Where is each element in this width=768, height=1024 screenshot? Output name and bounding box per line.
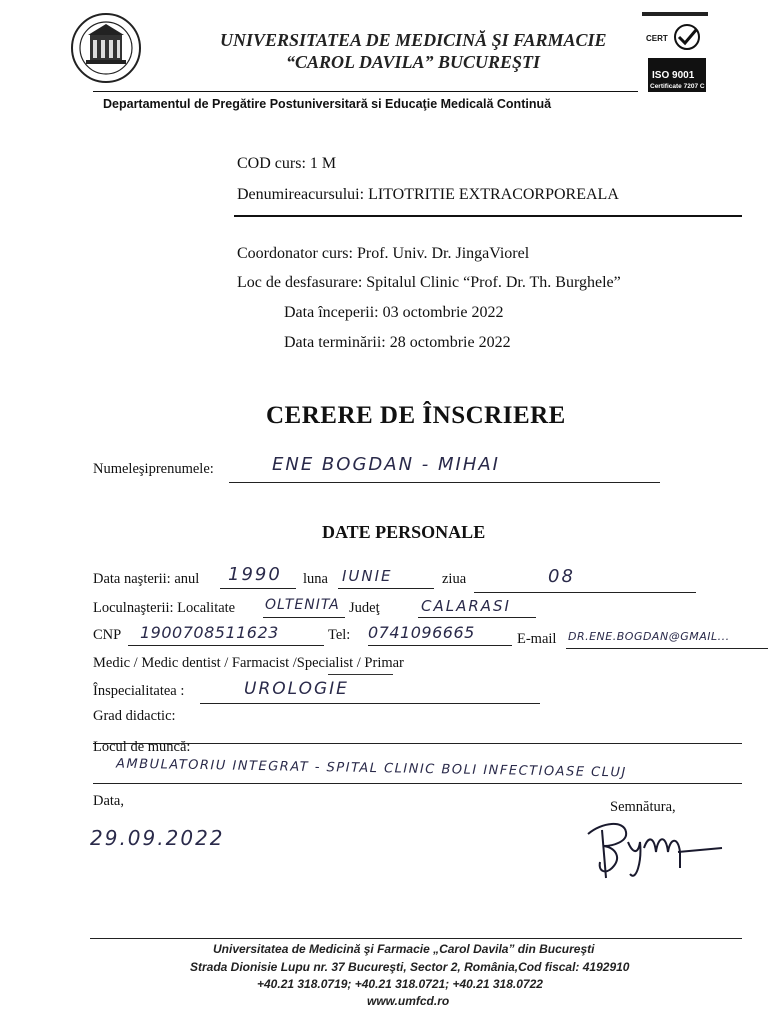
cnp-label: CNP <box>93 627 122 643</box>
tel-value[interactable]: 0741096665 <box>368 623 475 642</box>
iso-certification-badge <box>642 12 708 94</box>
header-rule <box>93 91 638 92</box>
birthplace-label: Loculnaşterii: Localitate <box>93 600 236 616</box>
birth-year-line <box>220 588 296 589</box>
full-name-value[interactable]: ENE BOGDAN - MIHAI <box>272 454 500 475</box>
specialty-value[interactable]: UROLOGIE <box>244 679 349 699</box>
email-line <box>566 648 768 649</box>
birth-year-value[interactable]: 1990 <box>228 564 282 585</box>
professional-status-options[interactable]: Medic / Medic dentist / Farmacist /Specialist / Primar <box>93 655 404 671</box>
cert-label: CERT <box>646 34 668 43</box>
footer-website[interactable]: www.umfcd.ro <box>367 994 450 1008</box>
workplace-line <box>93 783 742 784</box>
birth-month-label: luna <box>303 571 328 587</box>
section-title-personal-data: DATE PERSONALE <box>322 522 486 542</box>
course-name: Denumireacursului: LITOTRITIE EXTRACORPOREALA <box>237 186 619 203</box>
course-rule <box>234 215 742 217</box>
certificate-label: Certificate 7207 C <box>650 83 705 90</box>
birth-day-label: ziua <box>442 571 467 587</box>
specialty-line <box>200 703 540 704</box>
county-value[interactable]: CALARASI <box>421 597 511 615</box>
university-seal-logo <box>60 12 152 84</box>
locality-line <box>263 617 345 618</box>
workplace-label: Locul de muncă: <box>93 739 191 755</box>
birth-day-line <box>474 592 696 593</box>
university-name-line1: UNIVERSITATEA DE MEDICINĂ ŞI FARMACIE <box>220 30 607 50</box>
course-location: Loc de desfasurare: Spitalul Clinic “Prof. Dr. Th. Burghele” <box>237 274 621 291</box>
footer-rule <box>90 938 742 939</box>
date-label: Data, <box>93 793 124 809</box>
didactic-grade-label: Grad didactic: <box>93 708 176 724</box>
locality-value[interactable]: OLTENITA <box>265 597 340 613</box>
cnp-value[interactable]: 1900708511623 <box>140 623 279 642</box>
iso-label: ISO 9001 <box>652 70 695 81</box>
footer-address: Strada Dionisie Lupu nr. 37 Bucureşti, Sector 2, România,Cod fiscal: 4192910 <box>190 960 630 974</box>
form-title: CERERE DE ÎNSCRIERE <box>266 402 566 429</box>
handwritten-signature[interactable] <box>582 812 732 892</box>
birth-month-line <box>338 588 434 589</box>
workplace-value[interactable]: AMBULATORIU INTEGRAT - SPITAL CLINIC BOLI INFECTIOASE CLUJ <box>115 756 627 781</box>
footer-phones: +40.21 318.0719; +40.21 318.0721; +40.21 318.0722 <box>257 977 543 991</box>
email-value[interactable]: DR.ENE.BOGDAN@GMAIL... <box>568 630 730 643</box>
university-name-line2: “CAROL DAVILA” BUCUREŞTI <box>286 52 541 72</box>
cnp-line <box>128 645 324 646</box>
birth-month-value[interactable]: IUNIE <box>342 567 393 585</box>
specialty-label: Înspecialitatea : <box>93 683 185 699</box>
course-code: COD curs: 1 M <box>237 155 337 172</box>
cert-mark-icon <box>670 22 704 52</box>
date-value[interactable]: 29.09.2022 <box>90 826 225 850</box>
department-name: Departamentul de Pregătire Postuniversitară si Educaţie Medicală Continuă <box>103 97 552 111</box>
county-label: Judeţ <box>349 600 380 616</box>
full-name-line <box>229 482 660 483</box>
birth-day-value[interactable]: 08 <box>548 566 575 587</box>
course-coordinator: Coordonator curs: Prof. Univ. Dr. JingaViorel <box>237 245 530 262</box>
course-end-date: Data terminării: 28 octombrie 2022 <box>284 334 511 351</box>
county-line <box>418 617 536 618</box>
tel-line <box>368 645 512 646</box>
full-name-label: Numeleşiprenumele: <box>93 461 214 477</box>
email-label: E-mail <box>517 631 557 647</box>
specialist-underline <box>328 674 393 675</box>
birth-year-label: Data naşterii: anul <box>93 571 200 587</box>
footer-university: Universitatea de Medicină şi Farmacie „Carol Davila” din Bucureşti <box>213 942 595 956</box>
signature-label: Semnătura, <box>610 799 676 815</box>
course-start-date: Data începerii: 03 octombrie 2022 <box>284 304 504 321</box>
tel-label: Tel: <box>328 627 351 643</box>
